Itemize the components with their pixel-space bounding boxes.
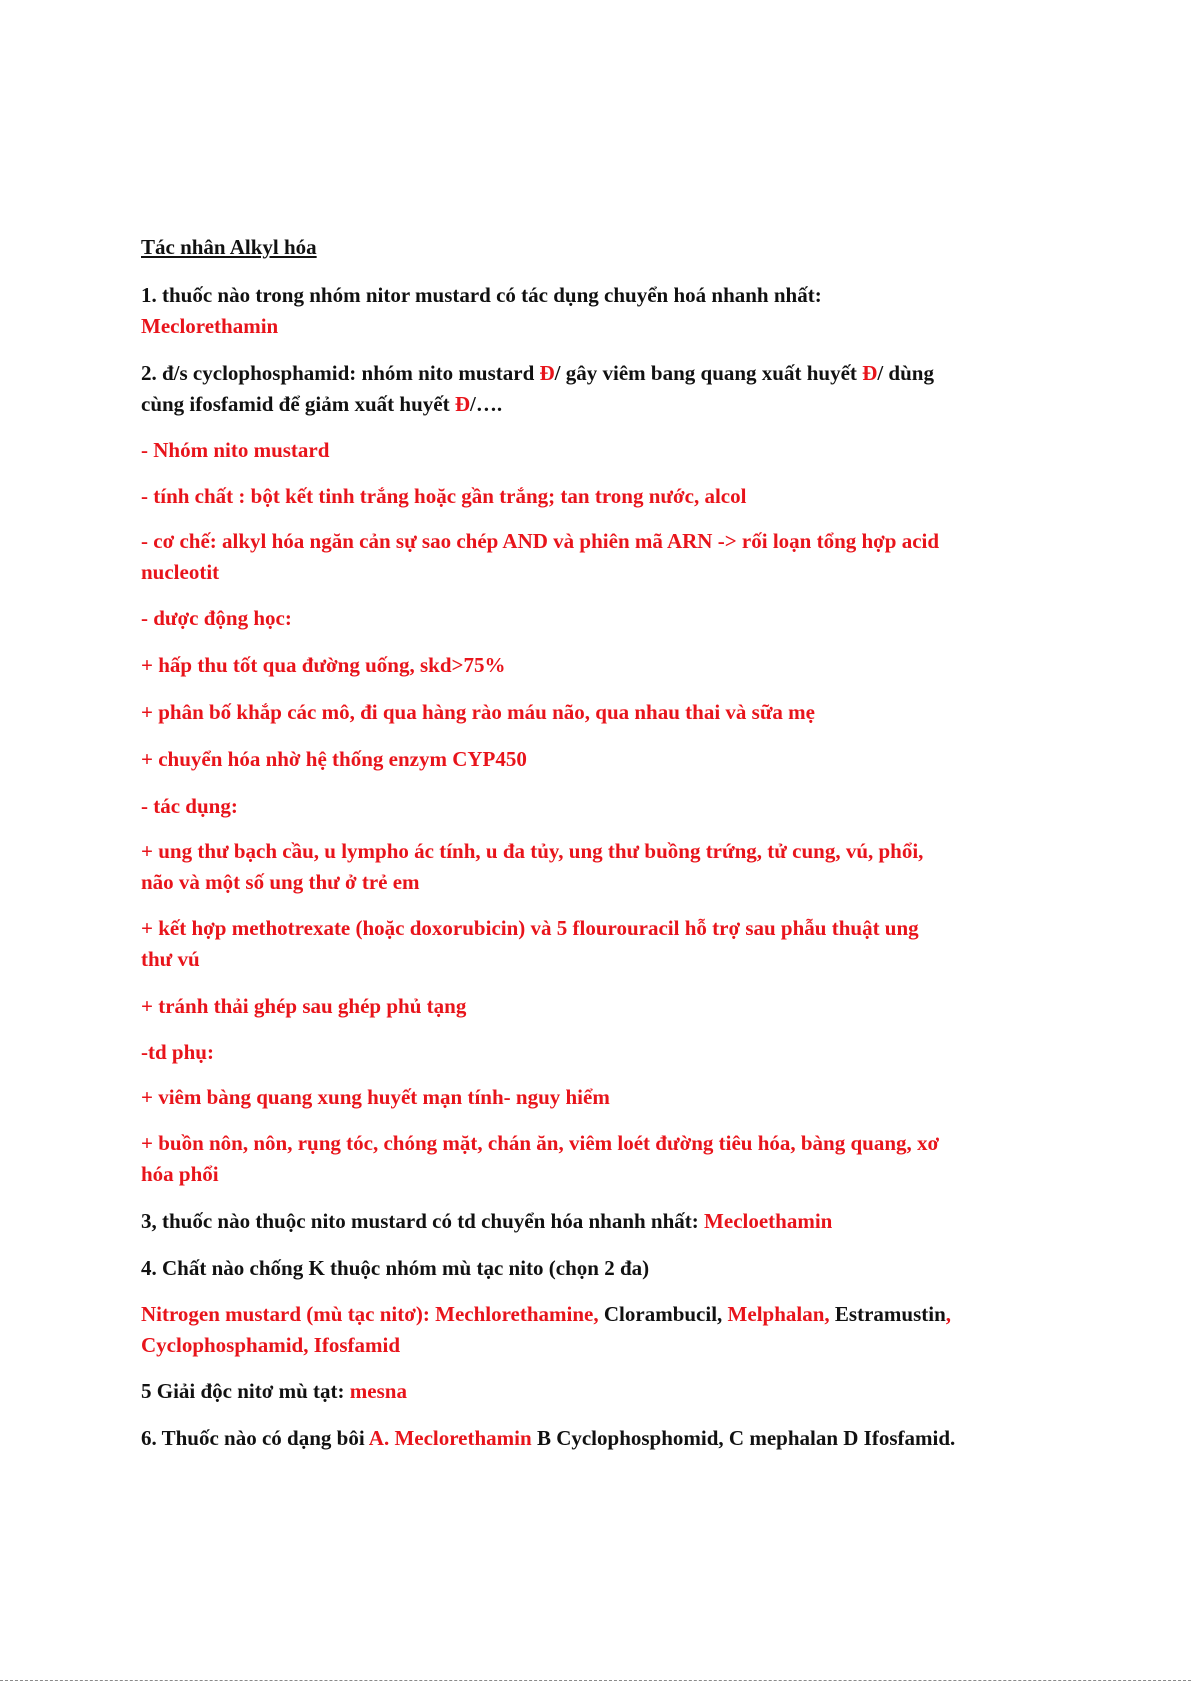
note-line: - dược động học: [141, 606, 292, 630]
note-line: -td phụ: [141, 1040, 214, 1064]
note-line: + ung thư bạch cầu, u lympho ác tính, u đa tủy, ung thư buồng trứng, tử cung, vú, phổi, [141, 839, 924, 863]
question-4: 4. Chất nào chống K thuộc nhóm mù tạc nito (chọn 2 đa) [141, 1256, 650, 1280]
answer-mark: Đ [539, 361, 555, 385]
note-line: + chuyển hóa nhờ hệ thống enzym CYP450 [141, 747, 527, 771]
question-3: 3, thuốc nào thuộc nito mustard có td chuyển hóa nhanh nhất: Mecloethamin [141, 1209, 833, 1233]
note-line: não và một số ung thư ở trẻ em [141, 870, 420, 894]
note-line: + buồn nôn, nôn, rụng tóc, chóng mặt, chán ăn, viêm loét đường tiêu hóa, bàng quang, xơ [141, 1131, 940, 1155]
note-line: + viêm bàng quang xung huyết mạn tính- nguy hiểm [141, 1085, 610, 1109]
note-line: - cơ chế: alkyl hóa ngăn cản sự sao chép AND và phiên mã ARN -> rối loạn tổng hợp acid [141, 529, 940, 553]
section-heading: Tác nhân Alkyl hóa [141, 235, 317, 259]
question-5: 5 Giải độc nitơ mù tạt: mesna [141, 1379, 407, 1403]
note-line: thư vú [141, 947, 200, 971]
question-6-answer: A. Meclorethamin [368, 1426, 532, 1450]
answer-mark: Đ [454, 392, 471, 416]
question-2-line-2: cùng ifosfamid để giảm xuất huyết Đ/…. [141, 392, 503, 416]
question-1: 1. thuốc nào trong nhóm nitor mustard có tác dụng chuyển hoá nhanh nhất: [141, 283, 822, 307]
note-line: hóa phổi [141, 1162, 219, 1186]
question-1-answer: Meclorethamin [141, 314, 279, 338]
note-line: + tránh thải ghép sau ghép phủ tạng [141, 994, 467, 1018]
question-6: 6. Thuốc nào có dạng bôi A. Meclorethamin B Cyclophosphomid, C mephalan D Ifosfamid. [141, 1426, 956, 1450]
note-line: + hấp thu tốt qua đường uống, skd>75% [141, 653, 506, 677]
answer-mark: Đ [862, 361, 878, 385]
note-line: - tác dụng: [141, 794, 238, 818]
note-line: + kết hợp methotrexate (hoặc doxorubicin) và 5 flourouracil hỗ trợ sau phẫu thuật ung [141, 916, 919, 940]
question-2-line-1: 2. đ/s cyclophosphamid: nhóm nito mustard Đ/ gây viêm bang quang xuất huyết Đ/ dùng [141, 361, 934, 385]
note-line: nucleotit [141, 560, 220, 584]
question-4-answer-line-1: Nitrogen mustard (mù tạc nitơ): Mechlorethamine, Clorambucil, Melphalan, Estramustin, [141, 1302, 952, 1326]
question-3-answer: Mecloethamin [704, 1209, 833, 1233]
question-4-answer-line-2: Cyclophosphamid, Ifosfamid [141, 1333, 401, 1357]
page-bottom-divider [0, 1680, 1191, 1681]
note-line: + phân bố khắp các mô, đi qua hàng rào máu não, qua nhau thai và sữa mẹ [141, 700, 815, 724]
note-line: - Nhóm nito mustard [141, 438, 330, 462]
question-5-answer: mesna [349, 1379, 407, 1403]
note-line: - tính chất : bột kết tinh trắng hoặc gần trắng; tan trong nước, alcol [141, 484, 747, 508]
